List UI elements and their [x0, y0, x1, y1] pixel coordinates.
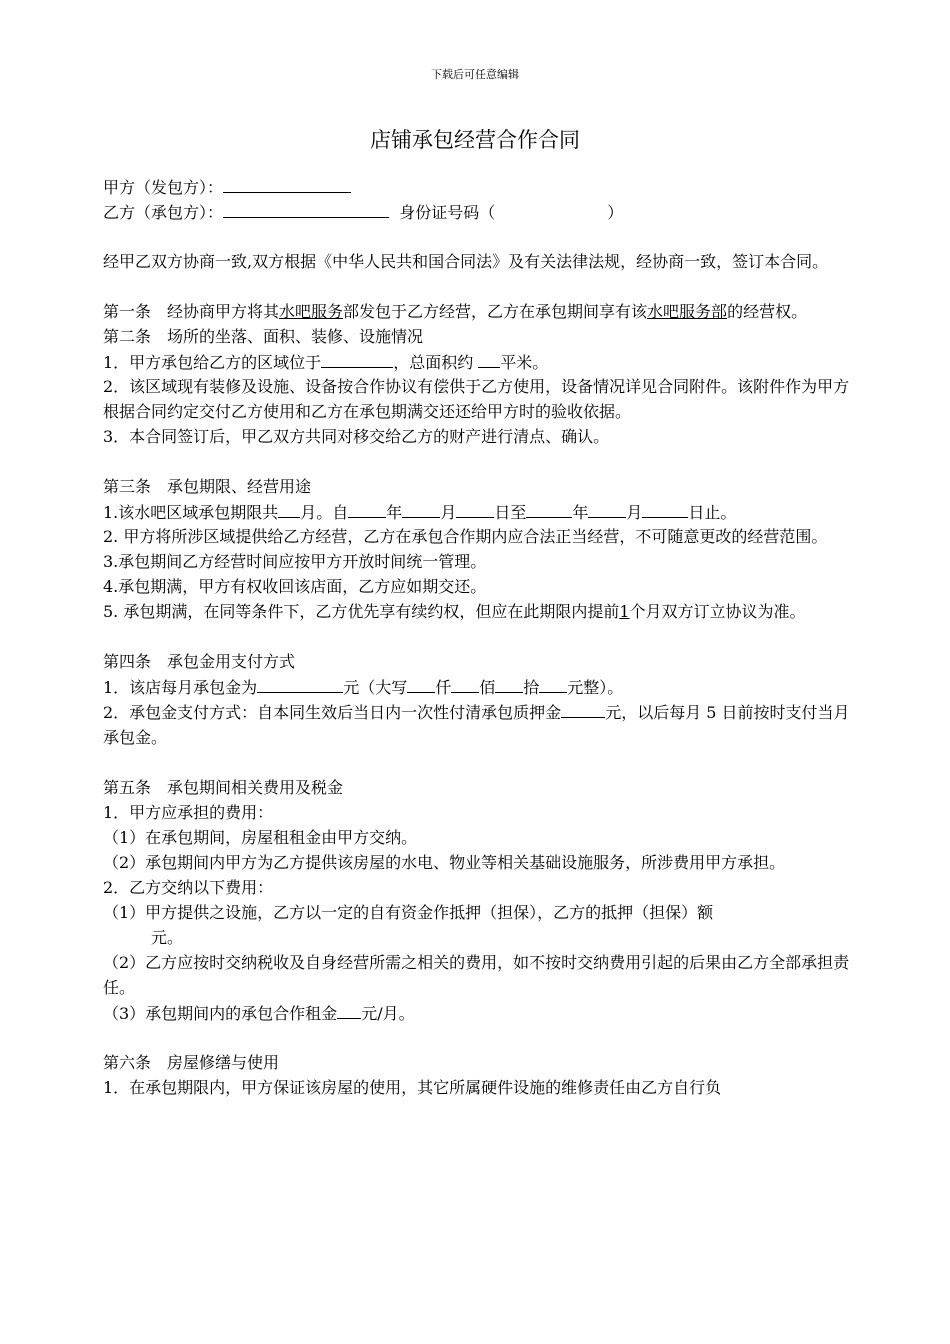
party-b-line	[103, 199, 863, 224]
id-label: 身份证号码（	[399, 203, 496, 222]
article-2-item-1: 1．甲方承包给乙方的区域位于 ，总面积约 平米。	[103, 349, 863, 374]
contract-body	[103, 174, 863, 1100]
article-5-item-1-1: （1）在承包期间，房屋租租金由甲方交纳。	[103, 828, 418, 847]
notice-months: 1	[619, 602, 630, 621]
article-1-underlined-1: 水吧服务	[279, 302, 344, 321]
party-a-label: 甲方（发包方）：	[103, 178, 224, 197]
article-5-item-2-1: （1）甲方提供之设施，乙方以一定的自有资金作抵押（担保），乙方的抵押（担保）额 元。	[103, 903, 714, 947]
article-4-item-2: 2．承包金支付方式：自本同生效后当日内一次性付清承包质押金 元，以后每月 5 日前按时支付当月承包金。	[103, 699, 863, 750]
article-5-item-2-3: （3）承包期间内的承包合作租金 元/月。	[103, 1000, 863, 1025]
preamble: 经甲乙双方协商一致,双方根据《中华人民共和国合同法》及有关法律法规，经协商一致，签订本合同。	[103, 252, 829, 271]
article-1-text-b: 部发包于乙方经营，乙方在承包期间享有该	[343, 302, 648, 321]
area-size-blank	[478, 349, 500, 368]
article-6-heading: 第六条 房屋修缮与使用	[103, 1053, 280, 1072]
article-1-text-c: 的经营权。	[727, 302, 808, 321]
article-3-item-5: 5. 承包期满，在同等条件下，乙方优先享有续约权，但应在此期限内提前1个月双方订立协议为准。	[103, 602, 806, 621]
article-2-item-2: 2．该区域现有装修及设施、设备按合作协议有偿供于乙方使用，设备情况详见合同附件。该附件作为甲方根据合同约定交付乙方使用和乙方在承包期满交还还给甲方时的验收依据。	[103, 377, 850, 421]
article-3-item-4: 4.承包期满，甲方有权收回该店面，乙方应如期交还。	[103, 577, 487, 596]
party-b-blank	[223, 199, 389, 218]
document-title: 店铺承包经营合作合同	[370, 128, 580, 152]
party-a-line	[103, 174, 863, 199]
header-note: 下载后可任意编辑	[431, 68, 519, 81]
party-a-blank	[223, 174, 351, 193]
article-3-item-2: 2. 甲方将所涉区域提供给乙方经营，乙方在承包合作期内应合法正当经营，不可随意更改的经营范围。	[103, 527, 828, 546]
article-3-item-3: 3.承包期间乙方经营时间应按甲方开放时间统一管理。	[103, 552, 487, 571]
article-3-item-1: 1.该水吧区域承包期限共 月。自 年 月 日至 年 月 日止。	[103, 499, 863, 524]
article-6-item-1: 1．在承包期限内，甲方保证该房屋的使用，其它所属硬件设施的维修责任由乙方自行负	[103, 1078, 722, 1097]
article-5-item-1: 1．甲方应承担的费用：	[103, 803, 274, 822]
article-5-item-2: 2．乙方交纳以下费用：	[103, 878, 274, 897]
article-2-heading: 第二条 场所的坐落、面积、装修、设施情况	[103, 327, 424, 346]
article-3-heading: 第三条 承包期限、经营用途	[103, 477, 312, 496]
area-location-blank	[321, 349, 393, 368]
party-b-label: 乙方（承包方）：	[103, 203, 224, 222]
article-5-item-2-2: （2）乙方应按时交纳税收及自身经营所需之相关的费用，如不按时交纳费用引起的后果由乙方全部承担责任。	[103, 953, 850, 997]
article-4-item-1: 1．该店每月承包金为 元（大写 仟 佰 拾 元整）。	[103, 674, 863, 699]
id-close: ）	[607, 203, 624, 222]
article-4-heading: 第四条 承包金用支付方式	[103, 652, 296, 671]
article-5-item-1-2: （2）承包期间内甲方为乙方提供该房屋的水电、物业等相关基础设施服务，所涉费用甲方承担。	[103, 853, 786, 872]
article-1-underlined-2: 水吧服务部	[647, 302, 728, 321]
article-1	[103, 299, 863, 324]
article-1-text-a: 第一条 经协商甲方将其	[103, 302, 280, 321]
article-2-item-3: 3．本合同签订后，甲乙双方共同对移交给乙方的财产进行清点、确认。	[103, 427, 610, 446]
article-5-heading: 第五条 承包期间相关费用及税金	[103, 778, 344, 797]
